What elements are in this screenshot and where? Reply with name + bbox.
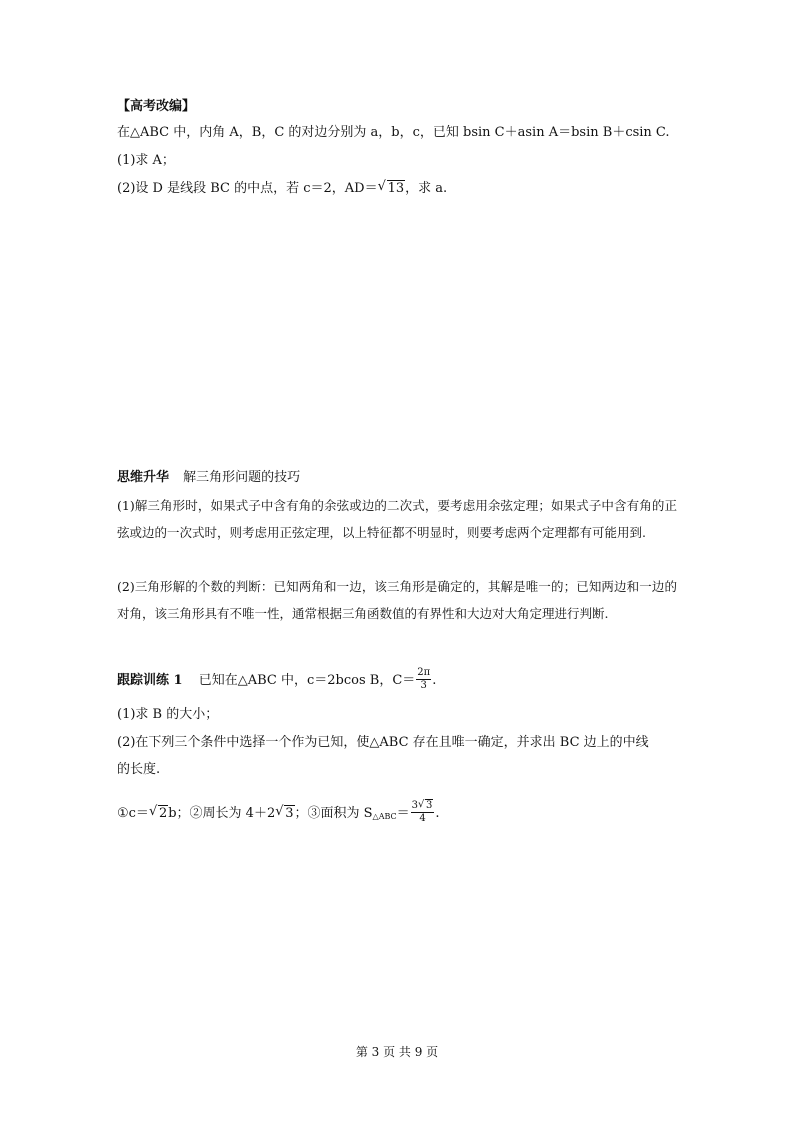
area-numerator-sqrt-argument: 3 <box>426 800 433 811</box>
section-heading: 【高考改编】 <box>117 99 196 114</box>
sqrt-2-argument: 2 <box>158 806 168 821</box>
sqrt-3-argument: 3 <box>285 806 294 821</box>
tips-subtitle: 解三角形问题的技巧 <box>183 470 301 485</box>
area-fraction-numerator <box>411 800 435 813</box>
equals-sign: ＝ <box>396 806 410 821</box>
area-fraction-denominator: 4 <box>419 813 426 824</box>
exercise-conditions <box>117 799 440 824</box>
problem-part2-suffix: ，求 a. <box>405 181 448 196</box>
exercise-stem <box>117 667 437 691</box>
exercise-part1: (1)求 B 的大小； <box>117 707 219 722</box>
exercise-part2-line2: 的长度. <box>117 762 161 777</box>
page-footer: 第 3 页 共 9 页 <box>355 1045 439 1059</box>
condition1-suffix: b；②周长为 4＋2 <box>168 806 276 821</box>
tips-title: 思维升华 <box>117 470 170 485</box>
tips-header <box>117 468 300 488</box>
area-numerator-coefficient: 3 <box>411 800 419 811</box>
condition2-suffix: ；③面积为 S <box>294 806 373 821</box>
area-subscript: △ABC <box>372 812 397 821</box>
fraction-denominator: 3 <box>420 680 427 691</box>
problem-part2 <box>117 179 447 199</box>
fraction-2pi-over-3 <box>416 667 431 692</box>
problem-part2-prefix: (2)设 D 是线段 BC 的中点，若 c＝2，AD＝ <box>117 181 378 196</box>
area-numerator-sqrt: √ 3 <box>418 799 433 811</box>
tips-paragraph-2: (2)三角形解的个数的判断：已知两角和一边，该三角形是确定的，其解是唯一的；已知两边和一边的对角，该三角形具有不唯一性，通常根据三角函数值的有界性和大边对大角定理进行判断. <box>117 579 677 621</box>
sqrt-expression: √ 13 <box>377 179 405 196</box>
sqrt-argument: 13 <box>387 181 405 196</box>
sqrt-3: √ 3 <box>275 804 294 821</box>
exercise-label: 跟踪训练 1 <box>117 673 183 688</box>
condition1-prefix: ①c＝ <box>117 806 149 821</box>
area-fraction <box>411 800 435 825</box>
sqrt-2: √ 2 <box>148 804 168 821</box>
problem-part1: (1)求 A； <box>117 153 175 168</box>
exercise-stem-prefix: 已知在△ABC 中，c＝2bcos B，C＝ <box>198 673 416 688</box>
exercise-part2-line1: (2)在下列三个条件中选择一个作为已知，使△ABC 存在且唯一确定，并求出 BC 边上的中线 <box>117 735 649 750</box>
fraction-numerator: 2π <box>417 667 431 678</box>
exercise-stem-suffix: . <box>432 673 437 688</box>
conditions-end: . <box>435 806 440 821</box>
problem-text: 在△ABC 中，内角 A，B，C 的对边分别为 a，b，c，已知 bsin C＋asin A＝bsin B＋csin C. <box>117 125 670 140</box>
tips-paragraph-1: (1)解三角形时，如果式子中含有角的余弦或边的二次式，要考虑用余弦定理；如果式子中含有角的正弦或边的一次式时，则考虑用正弦定理，以上特征都不明显时，则要考虑两个定理都有可能用到. <box>117 498 677 540</box>
